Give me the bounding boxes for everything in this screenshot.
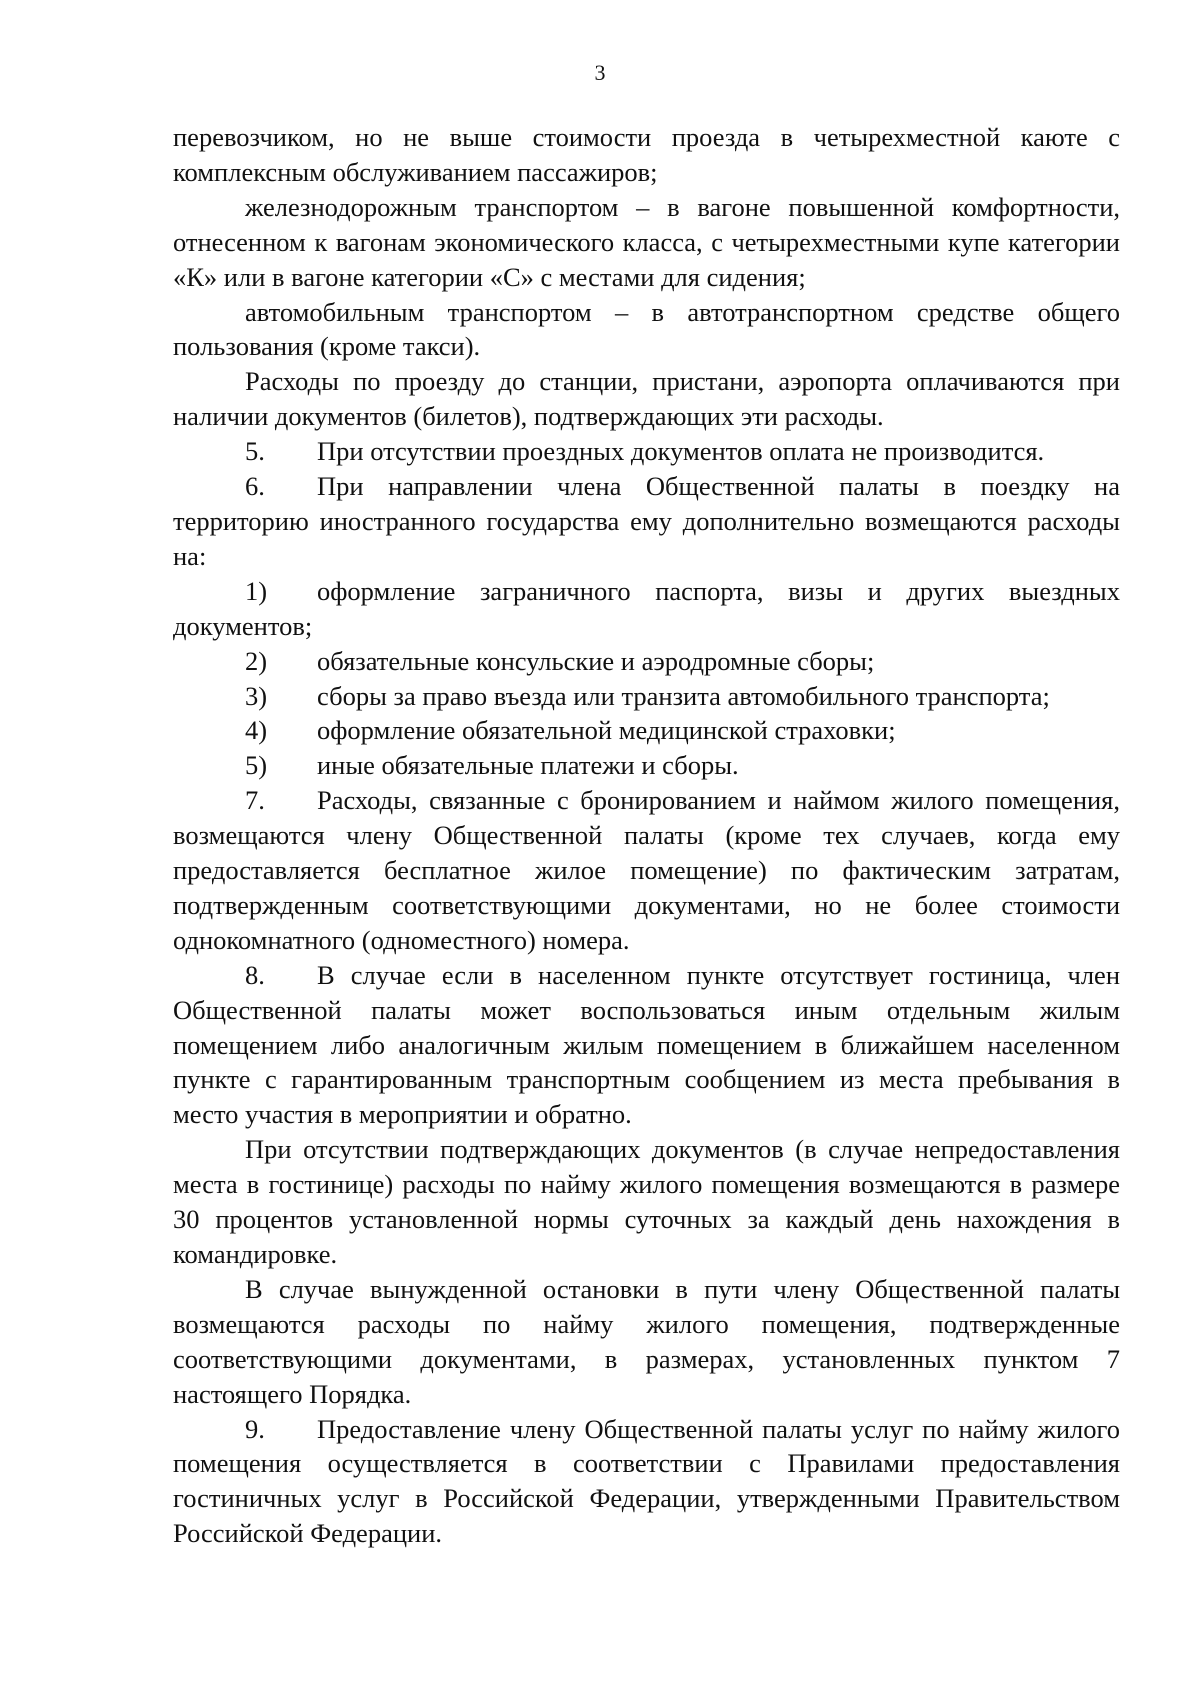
clause-text: В случае если в населенном пункте отсутствует гостиница, член Общественной палаты может воспользоваться иным отдельным жилым помещением либо аналогичным жилым помещением в ближайшем населенном пункте с гарантированным транспортным сообщением из места пребывания в место участия в мероприятии и обратно. xyxy=(173,959,1120,1130)
list-item-text: иные обязательные платежи и сборы. xyxy=(317,750,739,781)
clause-6 xyxy=(173,469,1120,574)
clause-text: Расходы, связанные с бронированием и наймом жилого помещения, возмещаются члену Общественной палаты (кроме тех случаев, когда ему предоставляется бесплатное жилое помещение) по фактическим затратам, подтвержденным соответствующими документами, но не более стоимости однокомнатного (одноместного) номера. xyxy=(173,785,1120,955)
paragraph-rail-transport: железнодорожным транспортом – в вагоне повышенной комфортности, отнесенном к вагонам экономического класса, с четырехместными купе категории «К» или в вагоне категории «С» с местами для сидения; xyxy=(173,191,1120,292)
list-item-text: обязательные консульские и аэродромные сборы; xyxy=(317,645,875,676)
list-item-number: 1) xyxy=(245,575,268,606)
clause-9 xyxy=(173,1412,1120,1552)
paragraph-continuation: перевозчиком, но не выше стоимости проезда в четырехместной каюте с комплексным обслуживанием пассажиров; xyxy=(173,122,1120,187)
clause-number: 8. xyxy=(245,959,265,990)
list-item-number: 5) xyxy=(245,750,268,781)
paragraph-travel-expenses: Расходы по проезду до станции, пристани, аэропорта оплачиваются при наличии документов (билетов), подтверждающих эти расходы. xyxy=(173,366,1120,432)
list-item-text: оформление заграничного паспорта, визы и других выездных документов; xyxy=(173,575,1120,641)
clause-text: Предоставление члену Общественной палаты услуг по найму жилого помещения осуществляется в соответствии с Правилами предоставления гостиничных услуг в Российской Федерации, утвержденными Правительством Российской Федерации. xyxy=(173,1413,1120,1549)
list-item-number: 4) xyxy=(245,715,268,746)
list-item-4 xyxy=(173,713,1120,748)
list-item-5 xyxy=(173,748,1120,783)
clause-number: 6. xyxy=(245,471,265,502)
list-item-number: 2) xyxy=(245,645,268,676)
page-number: 3 xyxy=(594,60,606,85)
list-item-number: 3) xyxy=(245,680,268,711)
paragraph-road-transport: автомобильным транспортом – в автотранспортном средстве общего пользования (кроме такси). xyxy=(173,296,1120,362)
list-item-1 xyxy=(173,574,1120,644)
clause-number: 7. xyxy=(245,785,265,816)
list-item-text: оформление обязательной медицинской страховки; xyxy=(317,715,896,746)
clause-number: 5. xyxy=(245,436,265,467)
clause-5 xyxy=(173,434,1120,469)
document-body xyxy=(173,120,1120,1551)
list-item-text: сборы за право въезда или транзита автомобильного транспорта; xyxy=(317,680,1050,711)
paragraph-no-documents: При отсутствии подтверждающих документов (в случае непредоставления места в гостинице) расходы по найму жилого помещения возмещаются в размере 30 процентов установленной нормы суточных за каждый день нахождения в командировке. xyxy=(173,1134,1120,1269)
paragraph-forced-stop: В случае вынужденной остановки в пути члену Общественной палаты возмещаются расходы по найму жилого помещения, подтвержденные соответствующими документами, в размерах, установленных пунктом 7 настоящего Порядка. xyxy=(173,1273,1120,1409)
list-item-2 xyxy=(173,644,1120,679)
clause-text: При отсутствии проездных документов оплата не производится. xyxy=(317,436,1045,467)
clause-8 xyxy=(173,958,1120,1133)
clause-text: При направлении члена Общественной палаты в поездку на территорию иностранного государства ему дополнительно возмещаются расходы на: xyxy=(173,471,1120,571)
list-item-3 xyxy=(173,679,1120,714)
clause-number: 9. xyxy=(245,1413,265,1444)
clause-7 xyxy=(173,783,1120,958)
